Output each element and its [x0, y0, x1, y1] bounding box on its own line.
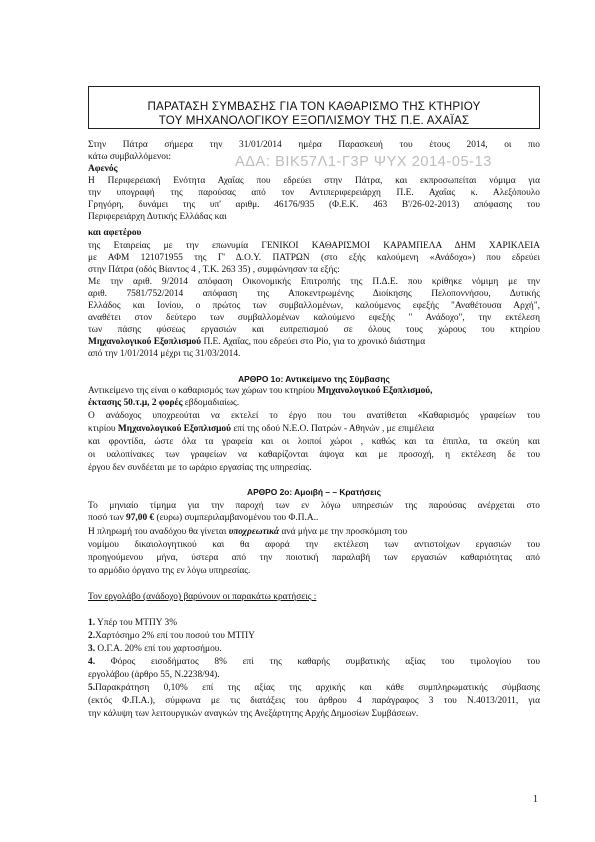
amount-value: 97,00 €: [126, 513, 155, 523]
afenos-heading: Αφενός: [88, 164, 118, 174]
intro-line: των πάσης φύσεως εργασιών και ευπρεπισμού σε όλους τους χώρους του κτηρίου: [88, 325, 540, 335]
intro-line: με ΑΦΜ 121071955 της Γ' Δ.Ο.Υ. ΠΑΤΡΩΝ (στο εξής καλούμενη «Ανάδοχο») που εδρεύει: [88, 253, 540, 263]
article2-line: το αρμόδιο όργανο της εν λόγω υπηρεσίας.: [88, 566, 251, 576]
article1-line: [88, 386, 540, 396]
article1-line: [88, 424, 540, 434]
text-span: επί της οδού Ν.Ε.Ο. Πατρών - Αθηνών , με επιμέλεια: [230, 424, 435, 434]
intro-line: Στην Πάτρα σήμερα την 31/01/2014 ημέρα Παρασκευή του έτους 2014, οι πιο: [88, 140, 540, 150]
article1-line: Ο ανάδοχος υποχρεούται να εκτελεί το έργο που του ανατίθεται «Καθαρισμός γραφείων του: [88, 411, 540, 421]
intro-line: αναθέτει στον δεύτερο των συμβαλλομένων καλούμενο εφεξής " Ανάδοχο", την εκτέλεση: [88, 313, 540, 323]
text-span: (ευρω) συμπεριλαμβανομένου του Φ.Π.Α..: [154, 513, 319, 523]
item-text: Υπέρ του ΜΤΠΥ 3%: [97, 618, 178, 628]
item-number: 5.: [88, 683, 96, 693]
text-span: εβδομαδιαίως.: [182, 398, 240, 408]
page-number: 1: [533, 794, 538, 805]
intro-line: της Εταιρείας με την επωνυμία ΓΕΝΙΚΟΙ ΚΑΘΑΡΙΣΜΟΙ ΚΑΡΑΜΠΕΛΑ ΔΗΜ ΧΑΡΙΚΛΕΙΑ: [88, 241, 540, 251]
article1-heading: ΑΡΘΡΟ 1ο: Αντικείμενο της Σύμβασης: [238, 374, 390, 384]
text-span: Αντικείμενο της είναι ο καθαρισμός των χώρων του κτηρίου: [88, 386, 318, 396]
article2-line: νομίμου δικαιολογητικού και θα αφορά την εκτέλεση των αντιστοίχων εργασιών του: [88, 540, 540, 550]
item-number: 1.: [88, 618, 96, 628]
deduction-item-cont: (εκτός Φ.Π.Α.), σύμφωνα με τις διατάξεις του άρθρου 4 παράγραφος 3 του Ν.4013/2011, για: [88, 696, 540, 706]
article1-line: [88, 398, 540, 408]
deduction-item-cont: την κάλυψη των λειτουργικών αναγκών της Ανεξάρτητης Αρχής Δημοσίων Συμβάσεων.: [88, 709, 419, 719]
article1-line: οι υαλοπίνακες των γραφείων να καθαρίζονται άψογα και με προσοχή, η εκτέλεση δε του: [88, 450, 540, 460]
item-number: 4.: [88, 657, 96, 667]
item-text: Χαρτόσημο 2% επί του ποσού του ΜΤΠΥ: [95, 631, 255, 641]
intro-line: στην Πάτρα (οδός Βίαντος 4 , Τ.Κ. 263 35) , συμφώνησαν τα εξής:: [88, 265, 340, 275]
deduction-item-cont: εργολάβου (άρθρο 55, Ν.2238/94).: [88, 670, 220, 680]
article1-line: έργου δεν συνδέεται με το ωράριο εργασίας της υπηρεσίας.: [88, 463, 312, 473]
item-text: Παρακράτηση 0,10% επί της αξίας της αρχικής και κάθε συμπληρωματικής σύμβασης: [95, 683, 540, 693]
intro-line: Με την αριθ. 9/2014 απόφαση Οικονομικής Επιτροπής της Π.Δ.Ε. που κρίθηκε νόμιμη με την: [88, 277, 540, 287]
building-name: Μηχανολογικού Εξοπλισμού: [88, 337, 202, 347]
intro-line: Ελλάδος και Ιονίου, ο πρώτος των συμβαλλομένων, καλούμενος εφεξής "Αναθέτουσα Αρχή",: [88, 301, 540, 311]
intro-line: [88, 337, 540, 347]
deductions-heading: Τον εργολάβο (ανάδοχο) βαρύνουν οι παρακάτω κρατήσεις :: [88, 592, 317, 602]
text-span: Η πληρωμή του αναδόχου θα γίνεται: [88, 527, 229, 537]
article2-line: [88, 527, 540, 537]
intro-line: από την 1/01/2014 μέχρι τις 31/03/2014.: [88, 349, 241, 359]
deduction-item: [88, 644, 540, 654]
item-number: 2.: [88, 631, 96, 641]
title-line-1: ΠΑΡΑΤΑΣΗ ΣΥΜΒΑΣΗΣ ΓΙΑ ΤΟΝ ΚΑΘΑΡΙΣΜΟ ΤΗΣ ΚΤΗΡΙΟΥ: [147, 100, 481, 113]
item-text: Φόρος εισοδήματος 8% επί της καθαρής συμβατικής αξίας του τιμολογίου του: [110, 657, 540, 667]
intro-line: αριθ. 7581/752/2014 απόφαση της Αποκεντρωμένης Διοίκησης Πελοποννήσου, Δυτικής: [88, 289, 540, 299]
intro-line: Η Περιφερειακή Ενότητα Αχαΐας που εδρεύει στην Πάτρα, και εκπροσωπείται νόμιμα για: [88, 176, 540, 186]
text-span-bold: έκτασης 50.τ.μ, 2 φορές: [88, 398, 183, 408]
intro-line-rest: Π.Ε. Αχαΐας, που εδρεύει στο Ρίο, για το χρονικό διάστημα: [201, 337, 426, 347]
intro-line: κάτω συμβαλλόμενοι:: [88, 152, 172, 162]
text-span: κτιρίου: [88, 424, 118, 434]
text-span-bold: Μηχανολογικού Εξοπλισμού: [117, 424, 231, 434]
item-number: 3.: [88, 644, 96, 654]
watermark-stamp: ΑΔΑ: ΒΙΚ57Λ1-Γ3Ρ ΨΥΧ 2014-05-13: [235, 154, 492, 170]
deduction-item: [88, 683, 540, 693]
intro-line: την υπογραφή της παρούσας από τον Αντιπεριφερειάρχη Π.Ε. Αχαΐας κ. Αλεξόπουλο: [88, 188, 540, 198]
kai-afeterou-heading: και αφετέρου: [88, 228, 142, 238]
article2-line: [88, 513, 540, 523]
deduction-item: [88, 618, 540, 628]
deduction-item: [88, 631, 540, 641]
text-span-bold: υποχρεωτικά: [228, 527, 280, 537]
article2-line: Το μηνιαίο τίμημα για την παροχή των εν λόγω υπηρεσιών της παρούσας ανέρχεται στο: [88, 501, 540, 511]
text-span: ανά μήνα με την προσκόμιση του: [279, 527, 408, 537]
article1-line: και φροντίδα, ώστε όλα τα γραφεία και οι λοιποί χώροι , καθώς και τα έπιπλα, τα σκεύη και: [88, 437, 540, 447]
intro-line: Περιφερειάρχη Δυτικής Ελλάδας και: [88, 212, 227, 222]
text-span-bold: Μηχανολογικού Εξοπλισμού,: [317, 386, 433, 396]
item-text: Ο.Γ.Α. 20% επί του χαρτοσήμου.: [97, 644, 222, 654]
title-line-2: ΤΟΥ ΜΗΧΑΝΟΛΟΓΙΚΟΥ ΕΞΟΠΛΙΣΜΟΥ ΤΗΣ Π.Ε. ΑΧΑΪΑΣ: [158, 114, 470, 127]
intro-line: Γρηγόρη, δυνάμει της υπ' αριθμ. 46176/935 (Φ.Ε.Κ. 463 Β'/26-02-2013) απόφασης του: [88, 200, 540, 210]
deduction-item: [88, 657, 540, 667]
article2-line: προηγούμενου μήνα, ύστερα από την ποιοτική παραλαβή των εργασιών καθαριότητας από: [88, 553, 540, 563]
article2-heading: ΑΡΘΡΟ 2ο: Αμοιβή – – Κρατήσεις: [247, 487, 381, 497]
text-span: ποσό των: [88, 513, 127, 523]
